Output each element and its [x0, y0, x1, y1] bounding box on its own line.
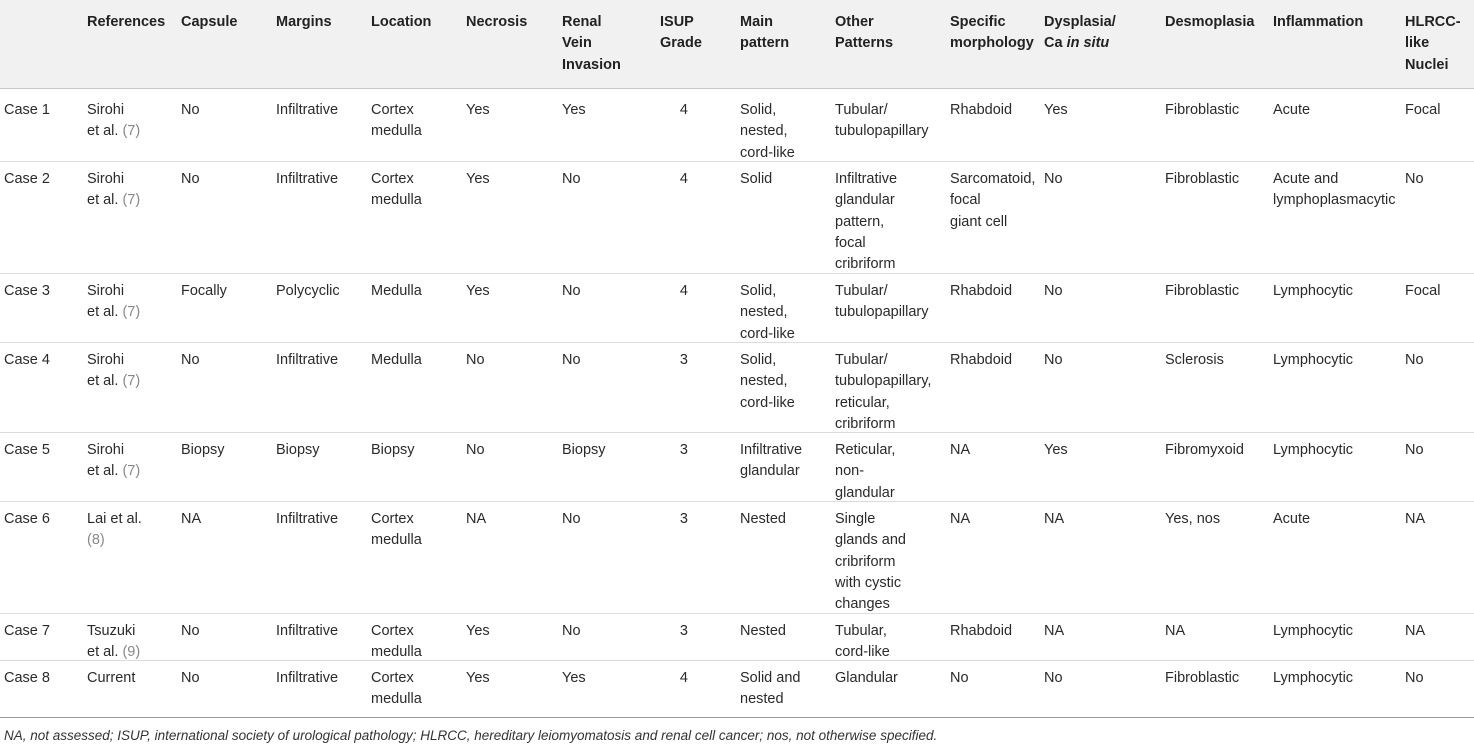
cell-inflam: Lymphocytic [1273, 442, 1354, 458]
cell-ref: Sirohi [87, 442, 125, 458]
cell-main: cord-like [740, 144, 795, 161]
cell-other: tubulopapillary [835, 123, 929, 140]
cell-other: non- [835, 463, 865, 480]
cell-capsule: No [181, 623, 200, 639]
cell-inflam: Acute and [1273, 171, 1339, 187]
cell-case: Case 7 [4, 623, 50, 639]
cell-ref: Lai et al. [87, 511, 142, 527]
cell-ref: Tsuzuki [87, 623, 136, 639]
cell-ref: Sirohi [87, 102, 125, 118]
cell-ref: Sirohi [87, 352, 125, 368]
cell-case: Case 6 [4, 511, 50, 527]
cell-location: Cortex [371, 171, 414, 187]
row-divider [0, 161, 1474, 162]
cell-inflam: Lymphocytic [1273, 352, 1354, 368]
cell-other: glandular [835, 484, 895, 501]
cell-other: Glandular [835, 670, 898, 686]
cell-capsule: Biopsy [181, 442, 225, 458]
reference-text: et al. [87, 373, 123, 390]
cell-ref: Current [87, 670, 136, 686]
cell-capsule: No [181, 171, 200, 187]
cell-main: Solid, [740, 283, 777, 299]
cell-case: Case 8 [4, 670, 50, 686]
cell-margins: Infiltrative [276, 670, 339, 686]
cell-dysplasia: Yes [1044, 102, 1068, 118]
cell-hlrcc: NA [1405, 623, 1426, 639]
cell-morph: Rhabdoid [950, 102, 1013, 118]
cell-other: changes [835, 596, 890, 613]
cell-hlrcc: No [1405, 171, 1424, 187]
cell-location: Medulla [371, 283, 422, 299]
column-header-margins: Margins [276, 14, 332, 30]
cell-necrosis: NA [466, 511, 487, 527]
column-header-grade: ISUP Grade [660, 14, 702, 52]
cell-other: Tubular/ [835, 352, 888, 368]
reference-number: (9) [122, 644, 141, 661]
reference-number: (7) [122, 373, 141, 390]
cell-necrosis: No [466, 442, 485, 458]
cell-grade: 3 [679, 352, 688, 368]
cell-desmo: NA [1165, 623, 1186, 639]
cell-morph: focal [950, 192, 981, 209]
reference-number: (7) [122, 192, 141, 209]
cell-hlrcc: No [1405, 670, 1424, 686]
cell-main: nested, [740, 304, 788, 321]
cell-other: Infiltrative [835, 171, 898, 187]
cell-main: Infiltrative [740, 442, 803, 458]
cell-main: Nested [740, 511, 786, 527]
cell-desmo: Fibroblastic [1165, 283, 1240, 299]
column-header-other: Other Patterns [835, 14, 894, 52]
cell-case: Case 2 [4, 171, 50, 187]
cell-other: tubulopapillary [835, 304, 929, 321]
cell-location: medulla [371, 691, 422, 708]
cell-dysplasia: No [1044, 352, 1063, 368]
cell-desmo: Fibroblastic [1165, 102, 1240, 118]
cell-hlrcc: Focal [1405, 283, 1441, 299]
cell-other: Reticular, [835, 442, 896, 458]
cell-inflam: Lymphocytic [1273, 670, 1354, 686]
cell-inflam: lymphoplasmacytic [1273, 192, 1396, 209]
cell-main: Nested [740, 623, 786, 639]
cell-morph: giant cell [950, 213, 1008, 230]
reference-number: (7) [122, 304, 141, 321]
column-header-necrosis: Necrosis [466, 14, 528, 30]
cell-hlrcc: No [1405, 352, 1424, 368]
cell-grade: 4 [679, 283, 688, 299]
cell-location: Cortex [371, 623, 414, 639]
cell-other: reticular, [835, 394, 890, 411]
cell-grade: 3 [679, 623, 688, 639]
cell-vein: No [562, 623, 581, 639]
cell-location: Cortex [371, 102, 414, 118]
cell-location: Biopsy [371, 442, 415, 458]
cell-ref: Sirohi [87, 283, 125, 299]
cell-ref [87, 371, 140, 392]
cell-dysplasia: No [1044, 283, 1063, 299]
cell-other: Tubular/ [835, 283, 888, 299]
cell-ref [87, 302, 140, 323]
cell-necrosis: Yes [466, 623, 490, 639]
column-header-hlrcc: HLRCC- like Nuclei [1405, 14, 1461, 73]
cell-grade: 3 [679, 511, 688, 527]
cell-necrosis: Yes [466, 171, 490, 187]
cell-desmo: Yes, nos [1165, 511, 1221, 527]
column-header-ref: References [87, 14, 166, 30]
cell-main: Solid, [740, 102, 777, 118]
reference-text: et al. [87, 192, 123, 209]
cell-inflam: Acute [1273, 102, 1311, 118]
cell-inflam: Lymphocytic [1273, 283, 1354, 299]
reference-text: et al. [87, 304, 123, 321]
cell-inflam: Acute [1273, 511, 1311, 527]
cell-margins: Infiltrative [276, 511, 339, 527]
cell-capsule: No [181, 352, 200, 368]
cell-hlrcc: Focal [1405, 102, 1441, 118]
row-divider [0, 342, 1474, 343]
cell-location: medulla [371, 644, 422, 661]
cell-main: cord-like [740, 394, 795, 411]
cell-grade: 4 [679, 670, 688, 686]
column-header-morph: Specific morphology [950, 14, 1034, 52]
cell-main: Solid, [740, 352, 777, 368]
cell-desmo: Sclerosis [1165, 352, 1224, 368]
cell-dysplasia: NA [1044, 511, 1065, 527]
cell-ref [87, 121, 140, 142]
row-divider [0, 501, 1474, 502]
cell-vein: Biopsy [562, 442, 606, 458]
cell-case: Case 1 [4, 102, 50, 118]
cell-margins: Infiltrative [276, 623, 339, 639]
cell-location: medulla [371, 532, 422, 549]
cell-morph: Rhabdoid [950, 352, 1013, 368]
cell-vein: No [562, 283, 581, 299]
cell-necrosis: Yes [466, 102, 490, 118]
cell-ref [87, 190, 140, 211]
column-header-inflam: Inflammation [1273, 14, 1364, 30]
cell-vein: Yes [562, 670, 586, 686]
cell-other: cribriform [835, 415, 896, 432]
cell-main: nested [740, 691, 784, 708]
cell-case: Case 4 [4, 352, 50, 368]
cell-other: glands and [835, 532, 906, 549]
cell-morph: Sarcomatoid, [950, 171, 1036, 187]
cell-other: cribriform [835, 553, 896, 570]
row-divider [0, 273, 1474, 274]
cell-location: Cortex [371, 511, 414, 527]
cell-other: cord-like [835, 644, 890, 661]
cell-margins: Infiltrative [276, 352, 339, 368]
cell-other: focal [835, 234, 866, 251]
column-header-main: Main pattern [740, 14, 790, 52]
cell-other: pattern, [835, 213, 885, 230]
cell-case: Case 5 [4, 442, 50, 458]
cell-ref [87, 530, 105, 551]
cell-location: medulla [371, 123, 422, 140]
column-header-capsule: Capsule [181, 14, 238, 30]
column-header-dysplasia: Dysplasia/ Ca in situ [1044, 14, 1116, 52]
cell-hlrcc: No [1405, 442, 1424, 458]
cell-main: nested, [740, 123, 788, 140]
cell-ref: Sirohi [87, 171, 125, 187]
cell-other: cribriform [835, 256, 896, 273]
cell-dysplasia: NA [1044, 623, 1065, 639]
cell-capsule: No [181, 670, 200, 686]
column-header-desmo: Desmoplasia [1165, 14, 1255, 30]
row-divider [0, 660, 1474, 661]
cell-vein: No [562, 352, 581, 368]
cell-other: glandular [835, 192, 895, 209]
cell-margins: Polycyclic [276, 283, 340, 299]
table-bottom-rule [0, 717, 1474, 718]
row-divider [0, 432, 1474, 433]
cell-other: Tubular/ [835, 102, 888, 118]
cell-necrosis: Yes [466, 283, 490, 299]
cell-main: cord-like [740, 325, 795, 342]
cell-main: nested, [740, 373, 788, 390]
cell-necrosis: No [466, 352, 485, 368]
cell-ref [87, 461, 140, 482]
cell-desmo: Fibroblastic [1165, 670, 1240, 686]
cell-vein: No [562, 171, 581, 187]
column-header-vein: Renal Vein Invasion [562, 14, 621, 73]
cell-grade: 4 [679, 102, 688, 118]
cell-margins: Infiltrative [276, 171, 339, 187]
cell-main: Solid [740, 171, 773, 187]
cell-capsule: NA [181, 511, 202, 527]
cell-margins: Biopsy [276, 442, 320, 458]
cell-dysplasia: Yes [1044, 442, 1068, 458]
reference-text: et al. [87, 463, 123, 480]
cell-main: Solid and [740, 670, 801, 686]
cell-other: Single [835, 511, 876, 527]
cell-morph: Rhabdoid [950, 623, 1013, 639]
reference-number: (7) [122, 123, 141, 140]
column-header-location: Location [371, 14, 432, 30]
cell-necrosis: Yes [466, 670, 490, 686]
cell-morph: Rhabdoid [950, 283, 1013, 299]
cell-main: glandular [740, 463, 800, 480]
cell-hlrcc: NA [1405, 511, 1426, 527]
reference-text: et al. [87, 123, 123, 140]
reference-number: (7) [122, 463, 141, 480]
cell-inflam: Lymphocytic [1273, 623, 1354, 639]
cell-location: Cortex [371, 670, 414, 686]
cell-margins: Infiltrative [276, 102, 339, 118]
cell-dysplasia: No [1044, 171, 1063, 187]
table-footnote: NA, not assessed; ISUP, international society of urological pathology; HLRCC, hereditary leiomyomatosis and renal cell cancer; nos, not otherwise specified. [4, 728, 938, 743]
cell-capsule: No [181, 102, 200, 118]
cell-other: with cystic [835, 574, 902, 591]
cell-case: Case 3 [4, 283, 50, 299]
cell-morph: NA [950, 442, 971, 458]
cell-morph: NA [950, 511, 971, 527]
cell-grade: 4 [679, 171, 688, 187]
cell-desmo: Fibroblastic [1165, 171, 1240, 187]
cell-capsule: Focally [181, 283, 227, 299]
cell-grade: 3 [679, 442, 688, 458]
cell-vein: Yes [562, 102, 586, 118]
cell-morph: No [950, 670, 969, 686]
cell-location: medulla [371, 192, 422, 209]
cell-desmo: Fibromyxoid [1165, 442, 1244, 458]
cell-other: Tubular, [835, 623, 887, 639]
cell-other: tubulopapillary, [835, 373, 932, 390]
reference-text: et al. [87, 644, 123, 661]
cell-dysplasia: No [1044, 670, 1063, 686]
reference-number: (8) [87, 532, 105, 549]
cell-location: Medulla [371, 352, 422, 368]
cell-vein: No [562, 511, 581, 527]
row-divider [0, 613, 1474, 614]
